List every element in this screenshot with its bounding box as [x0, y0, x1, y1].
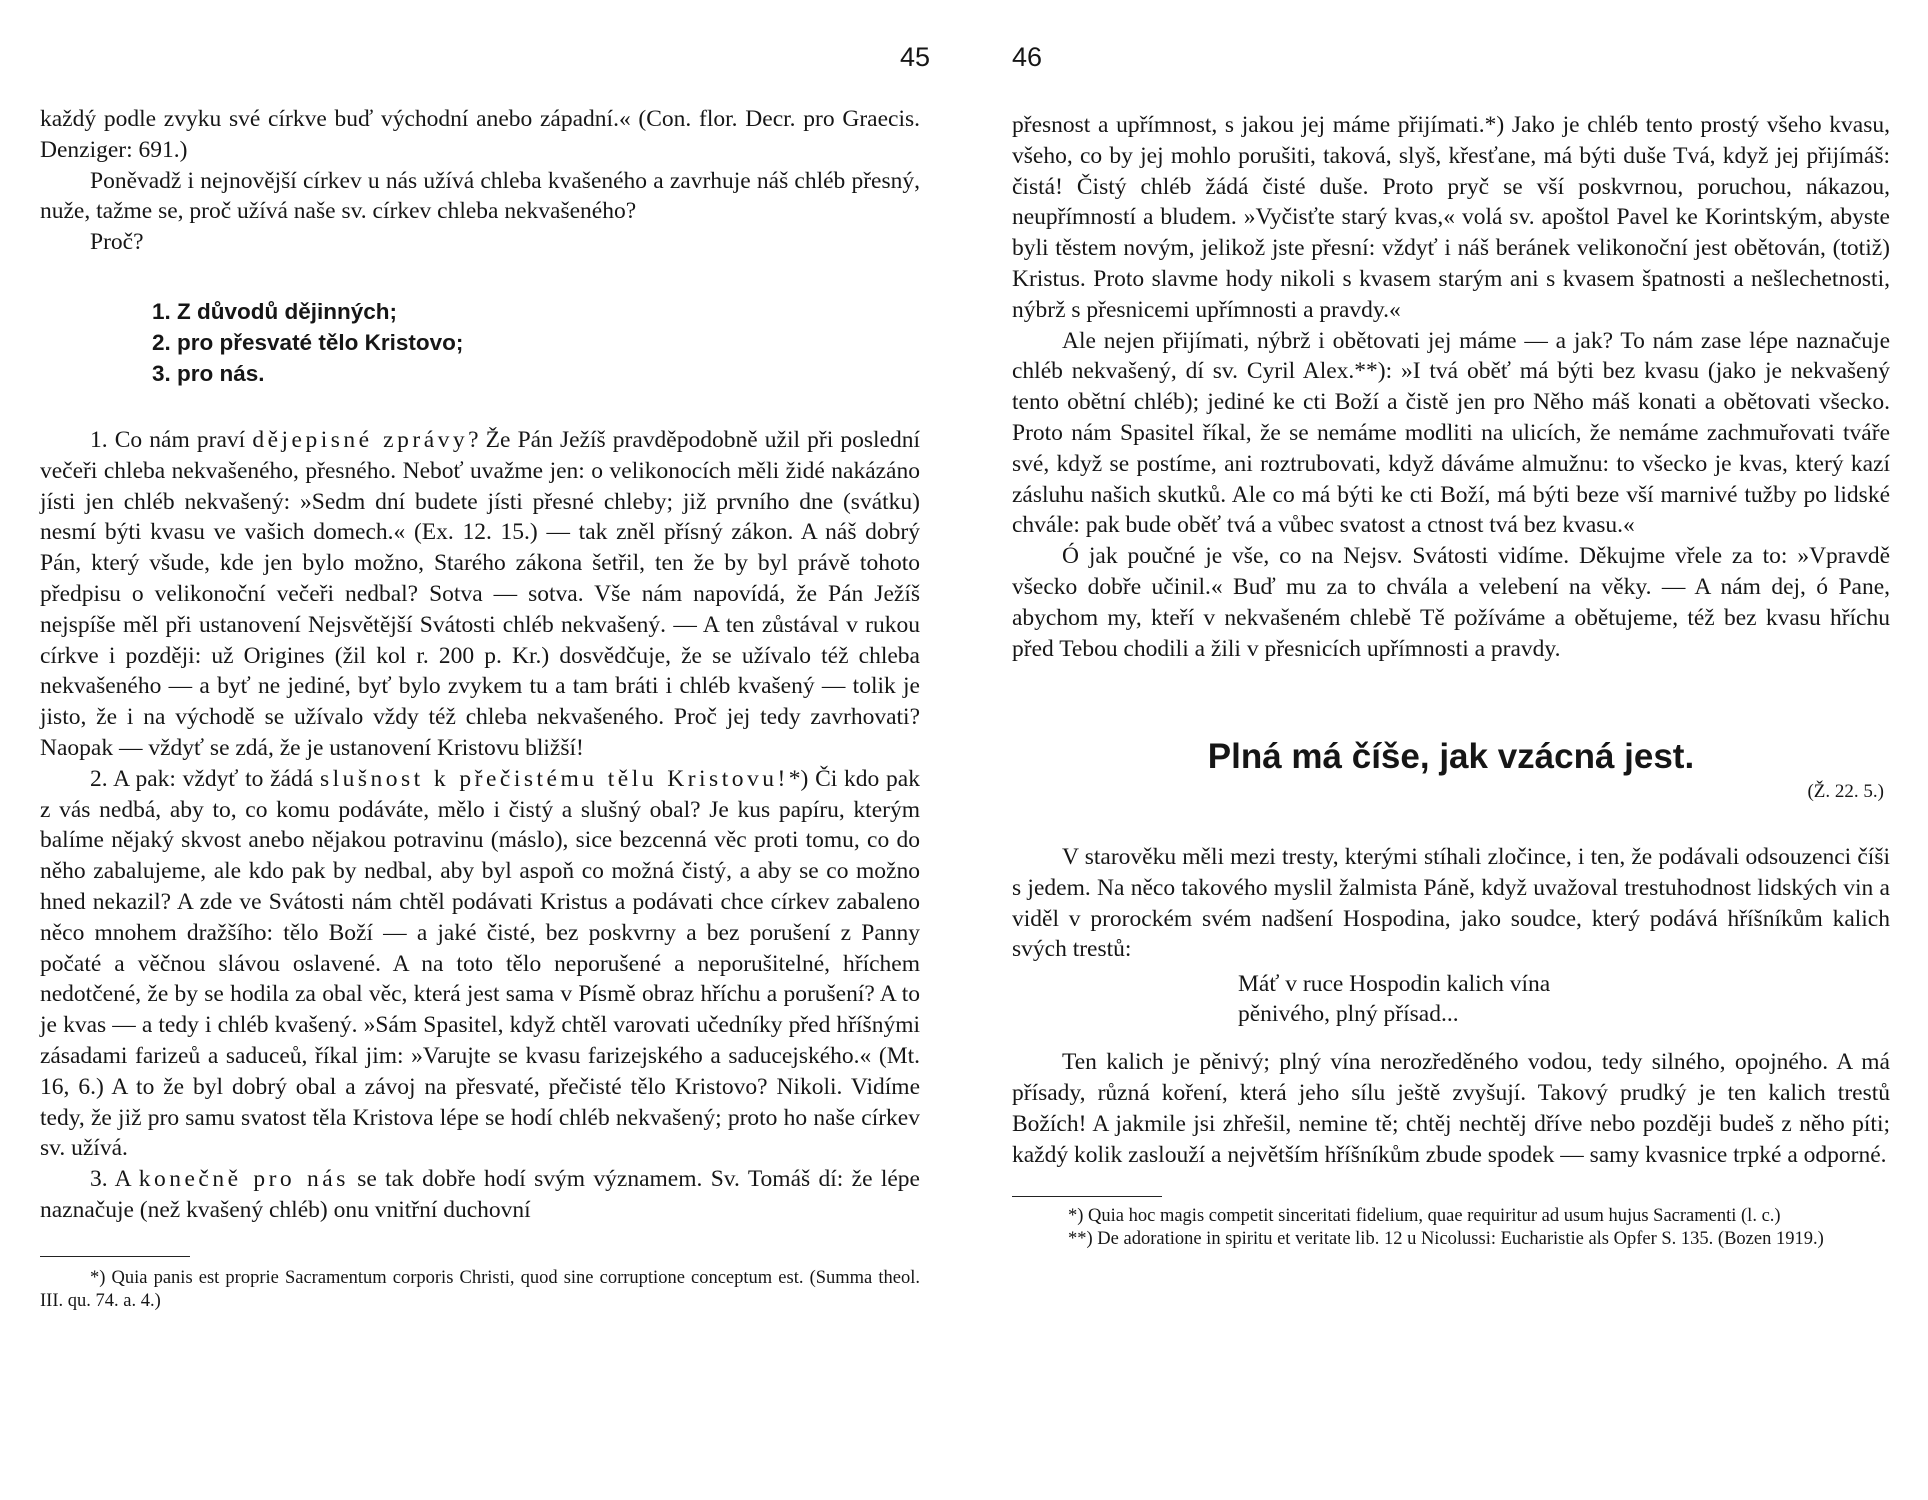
paragraph: Poněvadž i nejnovější církev u nás užívá chleba kvašeného a zavrhuje náš chléb přesný, nuže, tažme se, proč užívá naše sv. církev chleba nekvašeného? — [40, 167, 920, 225]
left-text-column — [40, 104, 920, 1313]
list-item: 1. Z důvodů dějinných; — [152, 298, 398, 324]
spaced-emphasis: konečně pro nás — [138, 1166, 349, 1193]
text-run: se tak dobře hodí svým významem. Sv. Tomáš dí: že lépe naznačuje (než kvašený chléb) onu vnitřní duchovní — [40, 1166, 920, 1223]
footnote: **) De adoratione in spiritu et veritate lib. 12 u Nicolussi: Eucharistie als Opfer S. 135. (Bozen 1919.) — [1068, 1229, 1824, 1250]
text-run: 2. A pak: vždyť to žádá — [90, 765, 320, 792]
spaced-emphasis: dějepisné zprávy — [252, 426, 469, 453]
section-heading: Plná má číše, jak vzácná jest. — [1207, 737, 1695, 777]
page-number: 45 — [900, 42, 931, 72]
right-text-column — [1012, 110, 1890, 1251]
paragraph — [40, 1164, 920, 1226]
text-run: 3. A — [90, 1166, 139, 1193]
paragraph — [40, 764, 920, 1164]
scripture-reference: (Ž. 22. 5.) — [1807, 781, 1884, 803]
paragraph: Ten kalich je pěnivý; plný vína nerozředěného vodou, tedy silného, opojného. A má přísady, různá koření, která jeho sílu ještě zvyšují. Takový prudký je ten kalich trestů Božích! A jakmile jsi zhřešil, nemine tě; chtěj nechtěj dříve nebo později budeš z něho píti; každý kolik zaslouží a největším hříšníkům zbude spodek — samy kvasnice trpké a odporné. — [1012, 1049, 1890, 1168]
page-number: 46 — [1012, 42, 1043, 72]
psalm-quote — [1238, 969, 1890, 1029]
paragraph: každý podle zvyku své církve buď východní anebo západní.« (Con. flor. Decr. pro Graecis. Denziger: 691.) — [40, 106, 920, 163]
paragraph — [40, 425, 920, 764]
paragraph: Ó jak poučné je vše, co na Nejsv. Svátosti vidíme. Děkujme vřele za to: »Vpravdě všecko dobře učinil.« Buď mu za to chvála a velebení na věky. — A nám dej, ó Pane, abychom my, kteří v nekvašeném chlebě Tě požíváme a obětujeme, též bez kvasu hříchu před Tebou chodili a žili v přesnicích upřímnosti a pravdy. — [1012, 543, 1890, 662]
paragraph: V starověku měli mezi tresty, kterými stíhali zločince, i ten, že podávali odsouzenci číši s jedem. Na něco takového myslil žalmista Páně, když uvažoval trestuhodnost lidských vin a viděl v prorockém svém nadšení Hospodina, jako soudce, který podává hříšníkům kalich svých trestů: — [1012, 843, 1890, 963]
text-run: ? Že Pán Ježíš pravděpodobně užil při poslední večeři chleba nekvašeného, přesného. Neboť uvažme jen: o velikonocích měli židé nakázáno jísti jen chléb nekvašený: »Sedm dní budete jísti přesné chleby; již prvního dne (svátku) nesmí býti kvasu ve vašich domech.« (Ex. 12. 15.) — tak zněl přísný zákon. A náš dobrý Pán, který všude, kde jen bylo možno, Starého zákona šetřil, ten že by byl právě tohoto předpisu o velikonoční večeři nedbal? Sotva — sotva. Vše nám napovídá, že Pán Ježíš nejspíše měl při ustanovení Nejsvětější Svátosti chléb nekvašený. — A ten zůstával v rukou církve i později: už Origines (žil kol r. 200 p. Kr.) dosvědčuje, že se užívalo též chleba nekvašeného — a byť ne jediné, byť bylo zvykem tu a tam bráti i chléb kvašený — tolik je jisto, že i na východě se užívalo vždy též chleba nekvašeného. Proč jej tedy zavrhovati? Naopak — vždyť se zdá, že je ustanovení Kristovu bližší! — [40, 426, 920, 761]
text-run: 1. Co nám praví — [90, 426, 253, 453]
footnote: *) Quia hoc magis competit sinceritati fidelium, quae requiritur ad usum hujus Sacramenti (l. c.) — [1068, 1206, 1781, 1227]
quote-line: Máť v ruce Hospodin kalich vína — [1238, 971, 1551, 998]
quote-line: pěnivého, plný přísad... — [1238, 1001, 1459, 1028]
list-item: 2. pro přesvaté tělo Kristovo; — [152, 329, 464, 355]
paragraph: přesnost a upřímnost, s jakou jej máme přijímati.*) Jako je chléb tento prostý všeho kvasu, všeho, co by jej mohlo porušiti, taková, slyš, křesťane, má býti duše Tvá, když jej přijímáš: čistá! Čistý chléb žádá čisté duše. Proto pryč se vší poskvrnou, poruchou, nákazou, neupřímností a bludem. »Vyčisťte starý kvas,« volá sv. apoštol Pavel ke Korintským, abyste byli těstem novým, jelikož jste přesní: vždyť i náš beránek velikonoční jest obětován, (totiž) Kristus. Proto slavme hody nikoli s kvasem starým ani s kvasem špatnosti a nešlechetnosti, nýbrž s přesnicemi upřímnosti a pravdy.« — [1012, 112, 1890, 323]
paragraph: Proč? — [90, 229, 144, 256]
paragraph: Ale nejen přijímati, nýbrž i obětovati jej máme — a jak? To nám zase lépe naznačuje chléb nekvašený, dí sv. Cyril Alex.**): »I tvá oběť má býti bez kvasu (jako je nekvašený tento obětní chléb); jediné ke cti Boží a čistě jen pro Něho máš konati a obětovati všecko. Proto nám Spasitel říkal, že se nemáme modliti na ulicích, že nemáme zachmuřovati tváře své, když se postíme, ani roztrubovati, když dáváme almužnu: to všecko je kvas, který kazí zásluhu našich skutků. Ale co má býti ke cti Boží, má býti beze vší marnivé tužby po lidské chvále: pak bude oběť tvá a vůbec svatost a ctnost tvá bez kvasu.« — [1012, 327, 1890, 539]
spaced-emphasis: slušnost k přečistému tělu Kristovu! — [319, 765, 789, 792]
reasons-list — [152, 296, 920, 389]
list-item: 3. pro nás. — [152, 360, 265, 386]
text-run: *) Či kdo pak z vás nedbá, aby to, co komu podáváte, mělo i čistý a slušný obal? Je kus papíru, kterým balíme nějaký skvost anebo nějakou potravinu (máslo), sice bezcenná věc proti tomu, co do něho zabalujeme, ale kdo pak by nedbal, aby byl aspoň co možná čistý, a aby se co možno hned nekazil? A zde ve Svátosti nám chtěl podávati Kristus a podávati chce církev zabaleno něco mnohem dražšího: tělo Boží — a jaké čisté, bez poskvrny a bez porušení z Panny počaté a věčnou slávou oslavené. A na toto tělo neporušené a neporušitelné, hříchem nedotčené, že by se hodila za obal věc, která jest sama v Písmě obraz hříchu a porušení? A to je kvas — a tedy i chléb kvašený. »Sám Spasitel, když chtěl varovati učedníky před hříšnými zásadami farizeů a saduceů, říkal jim: »Varujte se kvasu farizejského a saducejského.« (Mt. 16, 6.) A to že byl dobrý obal a závoj na přesvaté, přečisté tělo Kristovo? Nikoli. Vidíme tedy, že již pro samu svatost těla Kristova lépe se hodí chléb nekvašený; proto ho naše církev sv. užívá. — [40, 765, 920, 1162]
footnote: *) Quia panis est proprie Sacramentum corporis Christi, quod sine corruptione conceptum est. (Summa theol. III. qu. 74. a. 4.) — [40, 1267, 920, 1311]
footnote-rule — [40, 1256, 190, 1257]
footnote-rule — [1012, 1196, 1162, 1197]
